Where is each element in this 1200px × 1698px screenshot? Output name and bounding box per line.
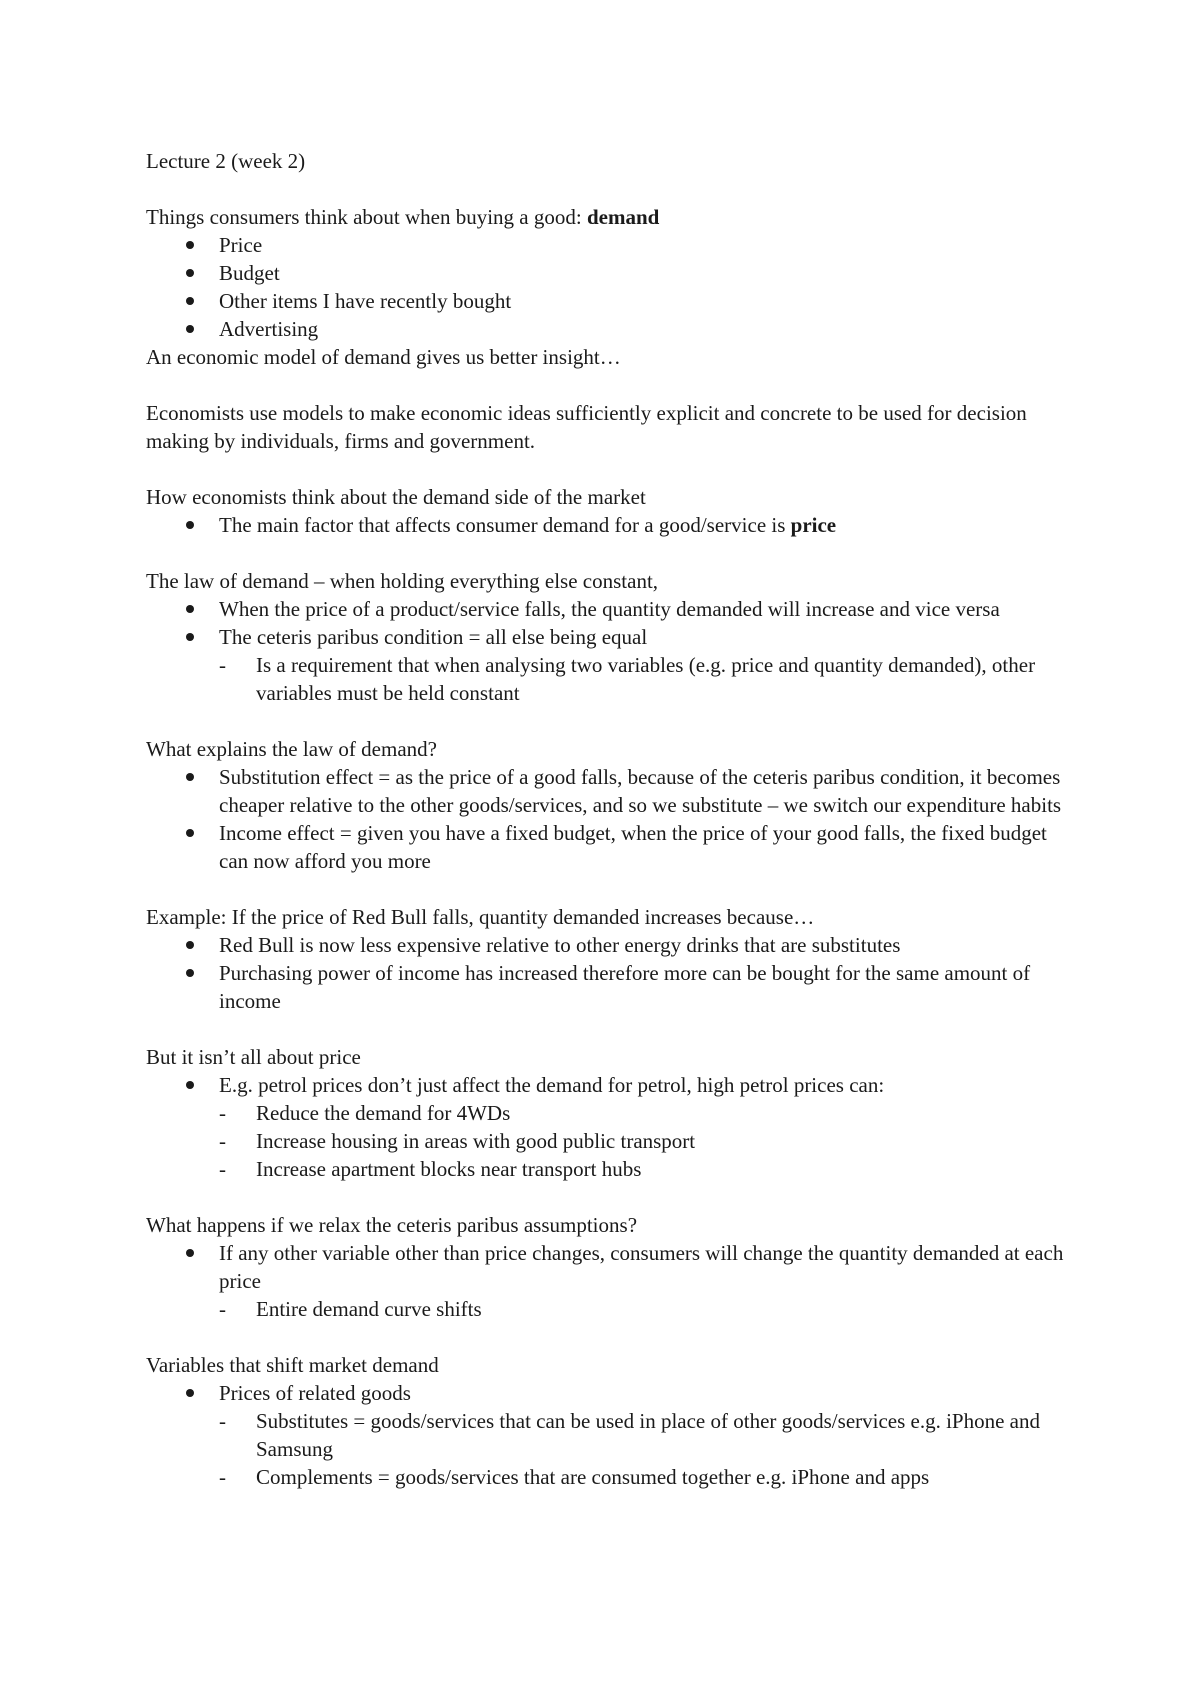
not-all-price-list — [146, 1071, 1076, 1183]
demand-intro-text: Things consumers think about when buying a good: — [146, 205, 587, 229]
document-page — [146, 147, 1076, 1491]
other-variable-text: If any other variable other than price changes, consumers will change the quantity demanded at each price — [219, 1241, 1064, 1293]
list-item: When the price of a product/service falls, the quantity demanded will increase and vice versa — [146, 595, 1076, 623]
main-factor-text: The main factor that affects consumer demand for a good/service is — [219, 513, 791, 537]
relax-assumptions-heading: What happens if we relax the ceteris paribus assumptions? — [146, 1213, 638, 1237]
list-item — [146, 1071, 1076, 1183]
list-item: Budget — [146, 259, 1076, 287]
list-item — [146, 1239, 1076, 1323]
list-item: Purchasing power of income has increased therefore more can be bought for the same amount of income — [146, 959, 1076, 1015]
list-item: Price — [146, 231, 1076, 259]
sub-list-item: - Is a requirement that when analysing two variables (e.g. price and quantity demanded), other variables must be held constant — [219, 651, 1076, 707]
ceteris-paribus-sublist — [219, 651, 1076, 707]
economists-models-paragraph: Economists use models to make economic ideas sufficiently explicit and concrete to be used for decision making by individuals, firms and government. — [146, 401, 1027, 453]
list-item — [146, 1379, 1076, 1491]
petrol-text: E.g. petrol prices don’t just affect the demand for petrol, high petrol prices can: — [219, 1073, 885, 1097]
other-variable-sublist — [219, 1295, 1076, 1323]
red-bull-example-heading: Example: If the price of Red Bull falls, quantity demanded increases because… — [146, 905, 815, 929]
list-item — [146, 623, 1076, 707]
demand-side-heading: How economists think about the demand side of the market — [146, 485, 646, 509]
sub-list-item: - Increase housing in areas with good public transport — [219, 1127, 1076, 1155]
sub-list-item: - Entire demand curve shifts — [219, 1295, 1076, 1323]
list-item — [146, 511, 1076, 539]
main-factor-bold: price — [790, 513, 837, 537]
law-of-demand-heading: The law of demand – when holding everything else constant, — [146, 569, 659, 593]
list-item: Red Bull is now less expensive relative to other energy drinks that are substitutes — [146, 931, 1076, 959]
petrol-sublist — [219, 1099, 1076, 1183]
related-goods-text: Prices of related goods — [219, 1381, 411, 1405]
demand-intro-bold: demand — [586, 205, 660, 229]
explains-law-heading: What explains the law of demand? — [146, 737, 437, 761]
sub-list-item: - Complements = goods/services that are consumed together e.g. iPhone and apps — [219, 1463, 1076, 1491]
shift-demand-heading: Variables that shift market demand — [146, 1353, 439, 1377]
demand-factors-list — [146, 231, 1076, 343]
list-item: Substitution effect = as the price of a good falls, because of the ceteris paribus condition, it becomes cheaper relative to the other goods/services, and so we substitute – we switch our expenditure habits — [146, 763, 1076, 819]
law-of-demand-list — [146, 595, 1076, 707]
shift-demand-list — [146, 1379, 1076, 1491]
sub-list-item: - Reduce the demand for 4WDs — [219, 1099, 1076, 1127]
sub-list-item: - Increase apartment blocks near transport hubs — [219, 1155, 1076, 1183]
demand-intro — [146, 203, 1076, 231]
explains-law-list — [146, 763, 1076, 875]
related-goods-sublist — [219, 1407, 1076, 1491]
not-all-price-heading: But it isn’t all about price — [146, 1045, 361, 1069]
demand-side-list — [146, 511, 1076, 539]
red-bull-example-list — [146, 931, 1076, 1015]
list-item: Income effect = given you have a fixed budget, when the price of your good falls, the fixed budget can now afford you more — [146, 819, 1076, 875]
sub-list-item: - Substitutes = goods/services that can be used in place of other goods/services e.g. iPhone and Samsung — [219, 1407, 1076, 1463]
ceteris-paribus-text: The ceteris paribus condition = all else being equal — [219, 625, 648, 649]
lecture-title: Lecture 2 (week 2) — [146, 149, 306, 173]
model-insight-text: An economic model of demand gives us better insight… — [146, 345, 621, 369]
relax-assumptions-list — [146, 1239, 1076, 1323]
list-item: Advertising — [146, 315, 1076, 343]
list-item: Other items I have recently bought — [146, 287, 1076, 315]
